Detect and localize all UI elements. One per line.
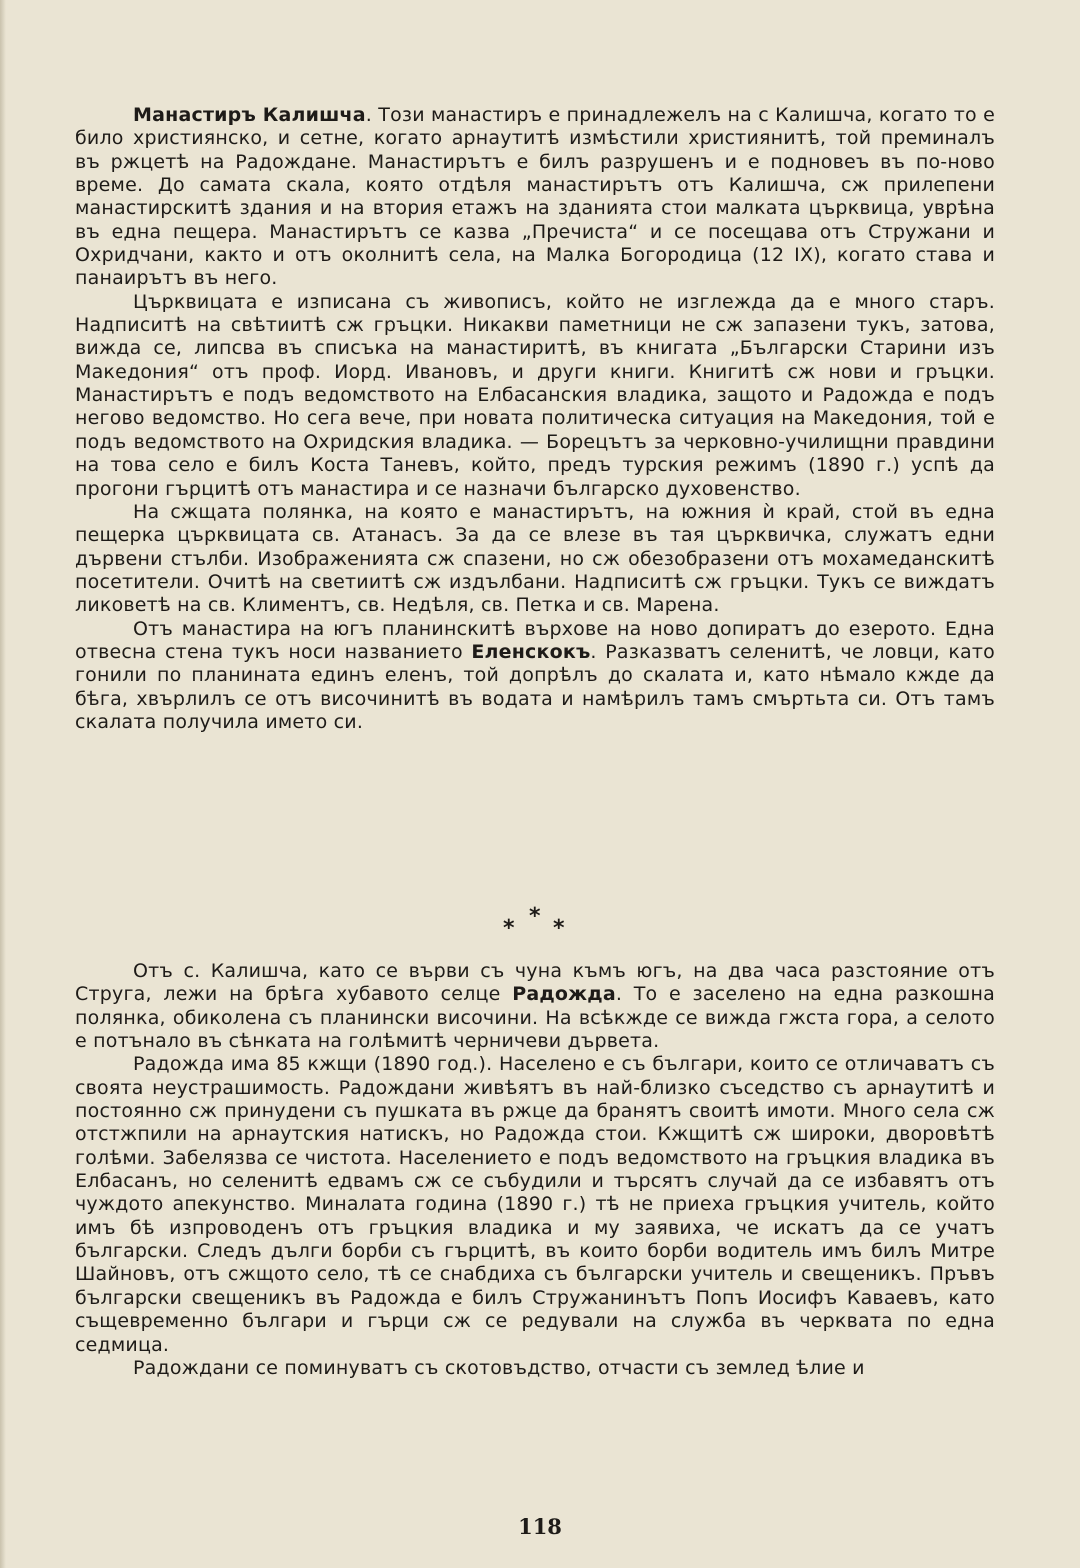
paragraph-monastery-intro: [75, 104, 995, 291]
paragraph-text: Отъ с. Калишча, като се върви съ чуна къмъ югъ, на два часа разстояние отъ Струга, лежи на брѣга хубавото селце: [75, 960, 995, 1006]
paragraph-radozhda-history: Радожда има 85 кжщи (1890 год.). Населено е съ българи, които се отличаватъ съ своята неустрашимость. Радождани живѣятъ въ най-близко съседство съ арнаутитѣ и постоянно сж принудени съ пушката въ ржце да бранятъ своитѣ имоти. Много села сж отстжпили на арнаутския натискъ, но Радожда стои. Кжщитѣ сж широки, дворовѣтѣ голѣми. Забелязва се чистота. Населението е подъ ведомството на гръцкия владика въ Елбасанъ, но селенитѣ едвамъ сж се събудили и търсятъ случай да се избавятъ отъ чуждото апекунство. Миналата година (1890 г.) тѣ не приеха гръцкия учитель, който имъ бѣ изпроводенъ отъ гръцкия владика и му заявиха, че искатъ да се учатъ български. Следъ дълги борби съ гърцитѣ, въ които борби водитель имъ билъ Митре Шайновъ, отъ сжщото село, тѣ се снабдиха съ български учитель и свещеникъ. Пръвъ български свещеникъ въ Радожда е билъ Стружанинътъ Попъ Иосифъ Каваевъ, като същевременно българи и гърци сж се редували на служба въ черквата по една седмица.: [75, 1053, 995, 1356]
paragraph-radozhda-intro: [75, 960, 995, 1053]
paragraph-text: . Разказватъ селенитѣ, че ловци, като гонили по планината единъ еленъ, той допрѣлъ до скалата и, като нѣмало кжде да бѣга, хвърлилъ се отъ височинитѣ въ водата и намѣрилъ тамъ смъртьта си. Отъ тамъ скалата получила името си.: [75, 640, 995, 733]
asterisk-right: *: [553, 916, 565, 941]
page-number: 118: [518, 1514, 562, 1539]
paragraph-elenskok-legend: [75, 618, 995, 735]
paragraph-church-paintings: Църквицата е изписана съ живописъ, който не изглежда да е много старъ. Надписитѣ на свѣтиитѣ сж гръцки. Никакви паметници не сж запазени тукъ, затова, вижда се, липсва въ списъка на манастиритѣ, въ книгата „Български Старини изъ Македония“ отъ проф. Иорд. Ивановъ, и други книги. Книгитѣ сж нови и гръцки. Манастирътъ е подъ ведомството на Елбасанския владика, защото и Радожда е подъ негово ведомство. Но сега вече, при новата политическа ситуация на Македония, той е подъ ведомството на Охридския владика. — Борецътъ за черковно-училищни правдини на това село е билъ Коста Таневъ, който, предъ турския режимъ (1890 г.) успѣ да прогони гърцитѣ отъ манастира и се назначи българско духовенство.: [75, 290, 995, 500]
paragraph-text: Отъ манастира на югъ планинскитѣ върхове на ново допиратъ до езерото. Една отвесна стена тукъ носи названието: [75, 617, 995, 663]
section-kalishcha-monastery: [75, 104, 995, 734]
asterisk-top: *: [529, 904, 541, 929]
paragraph-radozhda-livelihood: Радождани се поминуватъ съ скотовъдство, отчасти съ землед ѣлие и: [133, 1356, 865, 1379]
term-radozhda: Радожда: [512, 983, 616, 1006]
page-edge-shadow: [0, 0, 6, 1568]
paragraph-st-atanas-church: На сжщата полянка, на която е манастирътъ, на южния ѝ край, стой въ една пещерка църквицата св. Атанасъ. За да се влезе въ тая църквичка, служатъ едни дървени стълби. Изображенията сж спазени, но сж обезобразени отъ мохамеданскитѣ посетители. Очитѣ на светиитѣ сж издълбани. Надписитѣ сж гръцки. Тукъ се виждатъ ликоветѣ на св. Климентъ, св. Недѣля, св. Петка и св. Марена.: [75, 500, 995, 617]
asterisk-left: *: [503, 916, 515, 941]
term-elenskok: Еленскокъ: [471, 640, 591, 663]
heading-monastery-kalishcha: Манастиръ Калишча: [133, 104, 366, 126]
paragraph-text: . То е заселено на една разкошна полянка, обиколена съ планински височини. На всѣкжде се вижда гжста гора, а селото е потънало въ сѣнката на голѣмитѣ черничеви дървета.: [75, 983, 995, 1053]
section-separator-asterisks: [0, 900, 1080, 950]
paragraph-text: . Този манастиръ е принадлежелъ на с Калишча, когато то е било християнско, и сетне, когато арнаутитѣ измѣстили християнитѣ, той преминалъ въ ржцетѣ на Радождане. Манастирътъ е билъ разрушенъ и е подновеъ въ по-ново време. До самата скала, която отдѣля манастирътъ отъ Калишча, сж прилепени манастирскитѣ здания и на втория етажъ на зданията стои малката църквица, уврѣна въ една пещера. Манастирътъ се казва „Пречиста“ и се посещава отъ Стружани и Охридчани, както и отъ околнитѣ села, на Малка Богородица (12 IX), когато става и панаирътъ въ него.: [75, 104, 995, 290]
section-radozhda-village: [75, 960, 995, 1380]
